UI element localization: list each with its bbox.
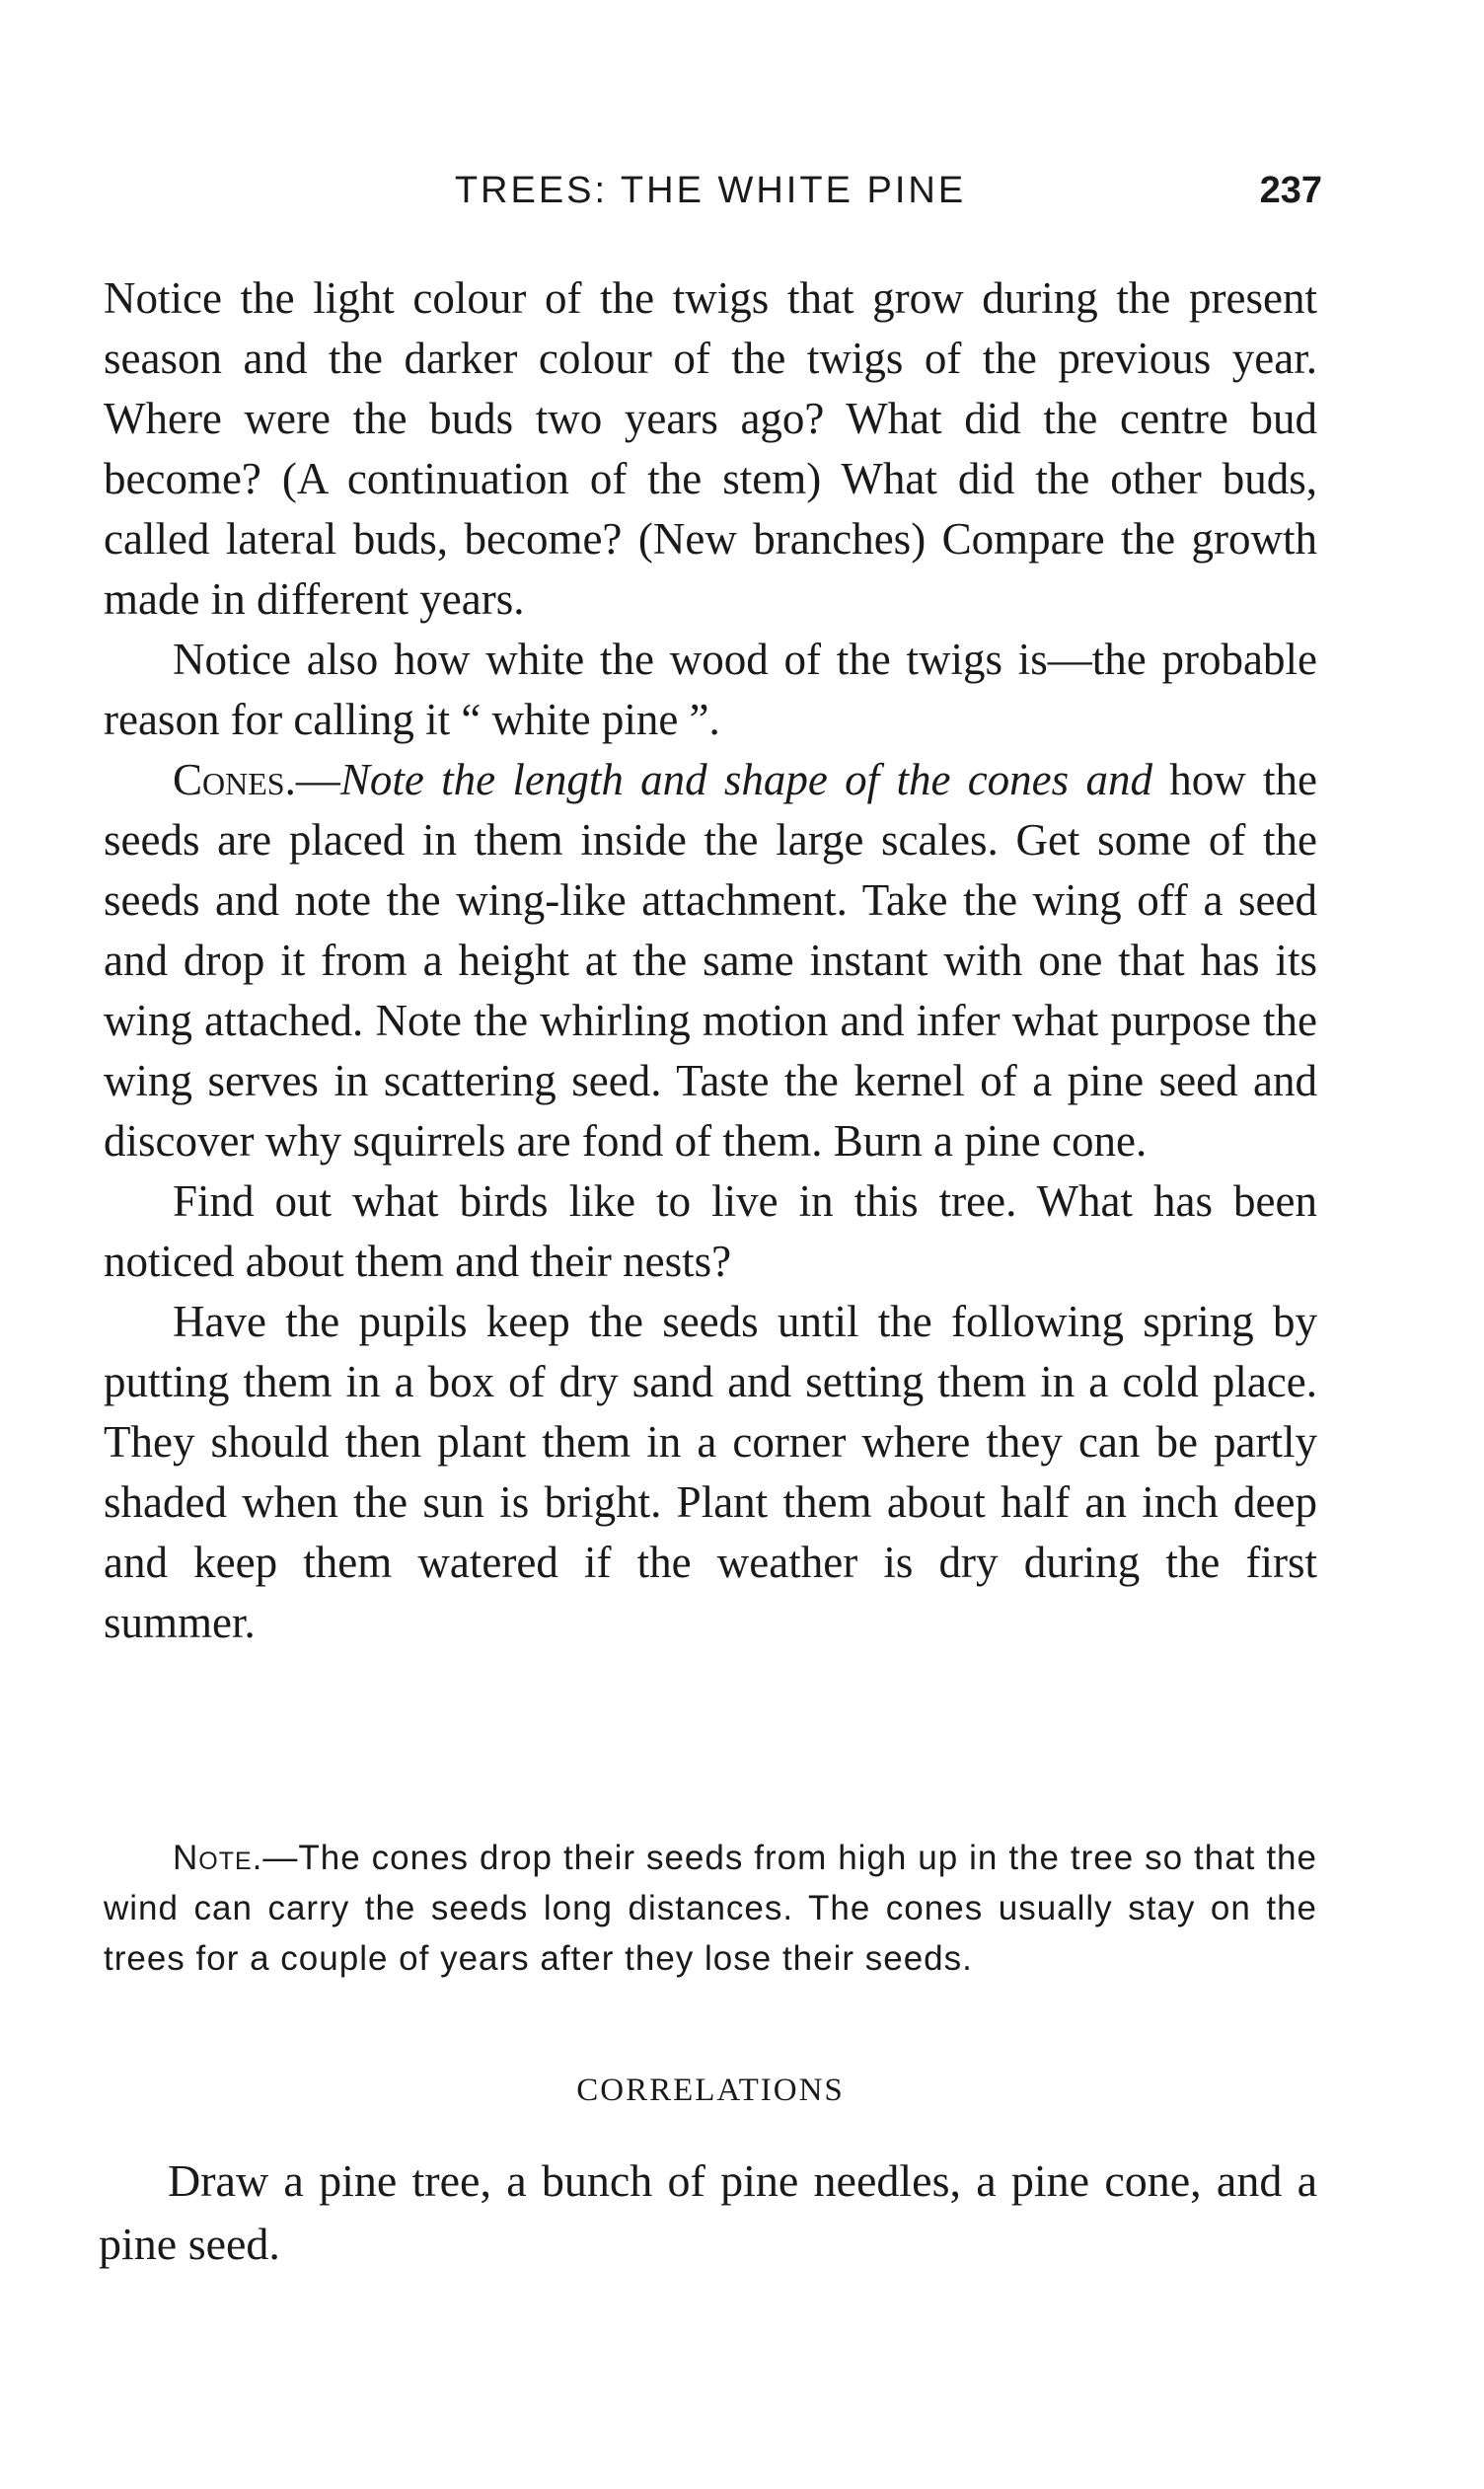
note-paragraph <box>104 1833 1317 1984</box>
running-title: TREES: THE WHITE PINE <box>454 170 967 211</box>
correlations-text <box>99 2150 1317 2276</box>
paragraph-birds: Find out what birds like to live in this tree. What has been noticed about them and their nests? <box>104 1176 1317 1286</box>
paragraph-cones <box>104 750 1317 1171</box>
paragraph-white-wood: Notice also how white the wood of the twigs is—the probable reason for calling it “ white pine ”. <box>104 635 1317 744</box>
running-header <box>99 166 1322 215</box>
paragraph-planting: Have the pupils keep the seeds until the following spring by putting them in a box of dry sand and setting them in a cold place. They should then plant them in a corner where they can be partly shaded when the sun is bright. Plant them about half an inch deep and keep them watered if the weather is dry during the first summer. <box>104 1297 1317 1647</box>
note-text: —The cones drop their seeds from high up in the tree so that the wind can carry the seeds long distances. The cones usually stay on the trees for a couple of years after they lose their seeds. <box>104 1839 1317 1978</box>
correlations-heading: CORRELATIONS <box>576 2073 845 2108</box>
cones-lead: Cones. <box>173 755 296 804</box>
cones-rest: how the seeds are placed in them inside the large scales. Get some of the seeds and note the wing-like attachment. Take the wing off a seed and drop it from a height at the same instant with one that has its wing attached. Note the whirling motion and infer what purpose the wing serves in scattering seed. Taste the kernel of a pine seed and discover why squirrels are fond of them. Burn a pine cone. <box>104 755 1317 1166</box>
cones-italic: Note the length and shape of the cones and <box>339 755 1152 804</box>
main-text <box>104 268 1317 1653</box>
cones-dash: — <box>295 755 340 804</box>
note-block <box>104 1833 1317 1984</box>
correlations-paragraph: Draw a pine tree, a bunch of pine needles, a pine cone, and a pine seed. <box>99 2155 1317 2269</box>
page-number: 237 <box>1259 170 1322 211</box>
paragraph-twig-colour: Notice the light colour of the twigs that grow during the present season and the darker colour of the twigs of the previous year. Where were the buds two years ago? What did the centre bud become? (A continuation of the stem) What did the other buds, called lateral buds, become? (New branches) Compare the growth made in different years. <box>104 273 1317 624</box>
note-label: Note. <box>173 1839 263 1877</box>
